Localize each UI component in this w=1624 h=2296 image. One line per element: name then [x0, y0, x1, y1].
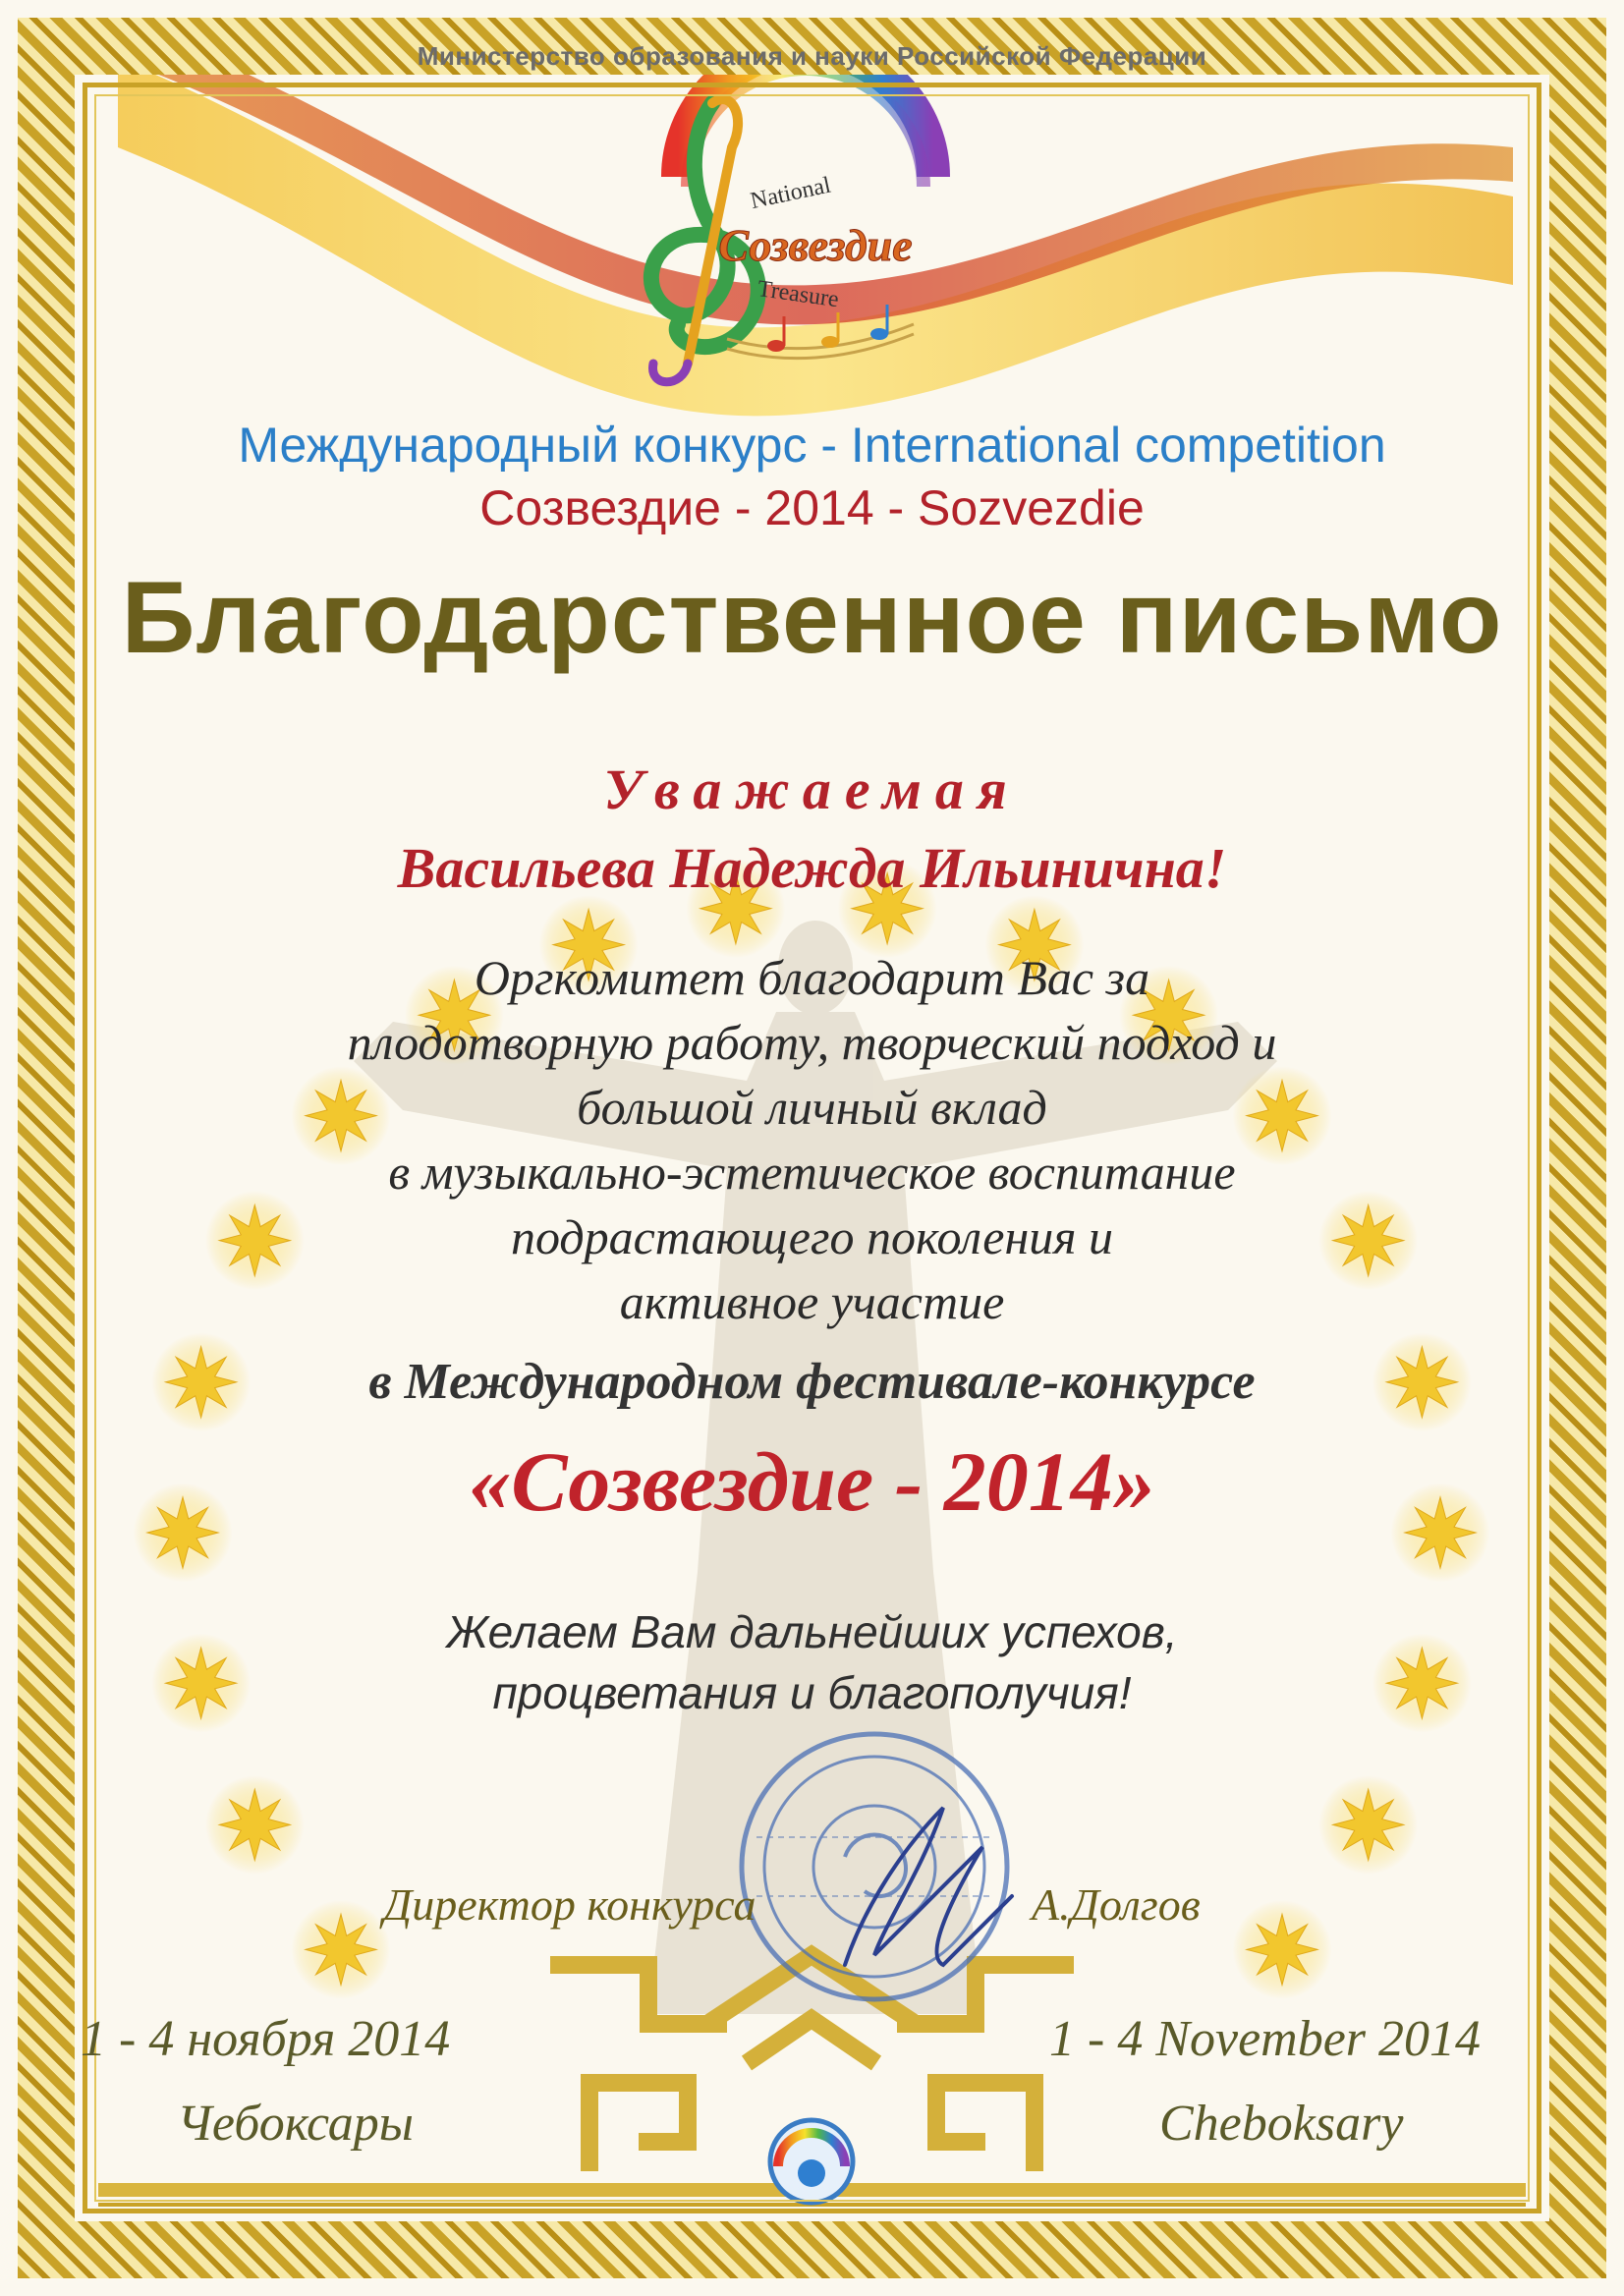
city-russian: Чебоксары [177, 2096, 414, 2152]
wish-line: процветания и благополучия! [492, 1667, 1132, 1718]
signature-role: Директор конкурса [383, 1879, 756, 1930]
signature-name: А.Долгов [1032, 1879, 1201, 1930]
logo-national: National [748, 172, 833, 215]
city-english: Cheboksary [1159, 2096, 1404, 2152]
salutation: Уважаемая [603, 757, 1021, 821]
logo-treasure: Treasure [756, 276, 841, 313]
body-line: подрастающего поколения и [510, 1209, 1113, 1264]
document-title: Благодарственное письмо [121, 561, 1503, 675]
festival-line: в Международном фестивале-конкурсе [368, 1354, 1256, 1410]
ministry-header: Министерство образования и науки Российской Федерации [417, 41, 1207, 71]
festival-name: «Созвездие - 2014» [469, 1434, 1155, 1529]
date-english: 1 - 4 November 2014 [1049, 2011, 1482, 2067]
body-line: большой личный вклад [577, 1080, 1047, 1135]
body-line: плодотворную работу, творческий подход и [347, 1015, 1277, 1070]
competition-title-line2: Созвездие - 2014 - Sozvezdie [479, 480, 1145, 535]
wish-line: Желаем Вам дальнейших успехов, [446, 1606, 1178, 1657]
competition-title-line1: Международный конкурс - International competition [238, 418, 1386, 473]
body-line: в музыкально-эстетическое воспитание [388, 1145, 1236, 1200]
wishes [0, 1601, 1624, 1723]
recipient-name: Васильева Надежда Ильинична! [397, 836, 1227, 900]
body-line: Оргкомитет благодарит Вас за [474, 950, 1150, 1005]
logo-main: Созвездие [718, 220, 913, 270]
letter-body [0, 945, 1624, 1334]
body-line: активное участие [619, 1274, 1005, 1329]
date-russian: 1 - 4 ноября 2014 [81, 2011, 451, 2067]
